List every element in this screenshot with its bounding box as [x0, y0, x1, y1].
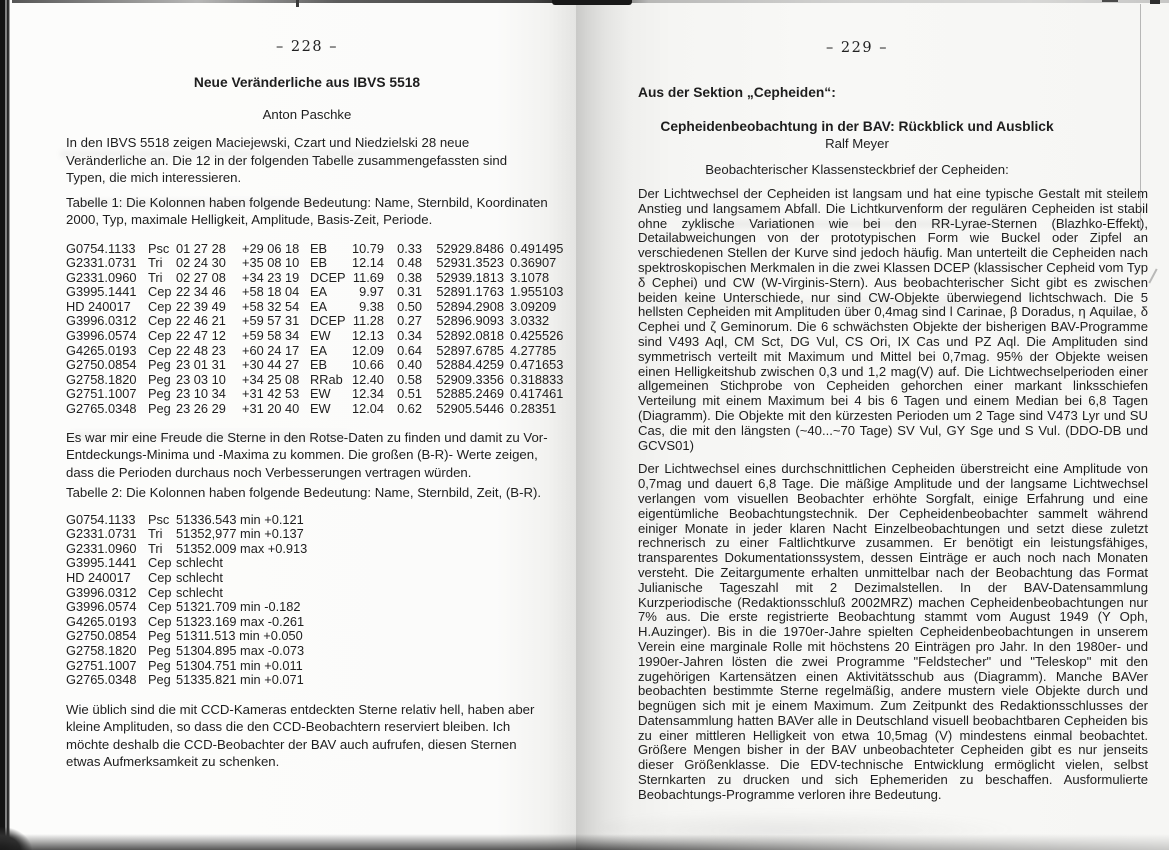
table-cell: 0.27: [397, 313, 422, 329]
binding-edge-strip: [0, 0, 10, 850]
table-cell: 0.48: [397, 255, 422, 271]
table-cell: Peg: [148, 371, 171, 387]
table-cell: EA: [310, 284, 328, 300]
table-cell: EW: [310, 328, 331, 344]
table-cell: 12.04: [351, 401, 384, 417]
table-cell: EB: [310, 357, 328, 373]
table-cell: G2751.1007: [66, 386, 137, 402]
table-cell: 0.318833: [510, 371, 564, 387]
gutter-top-shadow: [552, 0, 632, 5]
table-cell: 10.66: [351, 357, 384, 373]
table-cell: 12.14: [351, 255, 384, 271]
table-cell: 22 48 23: [176, 342, 226, 358]
table-cell: 12.34: [351, 386, 384, 402]
table-cell: 9.97: [359, 284, 384, 300]
table-row: [66, 240, 564, 257]
table-cell: Cep: [148, 328, 172, 344]
table-cell: 51321.709 min -0.182: [176, 599, 301, 615]
table1-star-list: [66, 240, 564, 417]
table-cell: 01 27 28: [176, 240, 226, 256]
scan-mark: [296, 0, 299, 7]
table-cell: 23 26 29: [176, 401, 226, 417]
table-cell: Cep: [148, 298, 172, 314]
table-cell: 51323.169 max -0.261: [176, 613, 305, 629]
table-cell: 23 01 31: [176, 357, 226, 373]
body-paragraph-2: Der Lichtwechsel eines durchschnittlichen Cepheiden überstreicht eine Amplitude von 0,7mag und dauert 6,8 Tage. Die mäßige Amplitude und der langsame Lichtwechsel verlangen vom visuellen Beobachter erhöhte Sorgfalt, einige Erfahrung und eine eigentümliche Beobachtungstechnik. Der Cepheidenbeobachter sammelt während einiger Monate in jeder klaren Nacht Einzelbeobachtungen und setzt diese zuletzt rechnerisch zu einer Faltlichtkurve zusammen. Er benötigt ein leistungsfähiges, transparentes Dokumentationssystem, dessen Einträge er auch noch nach Monaten versteht. Die Zeitargumente erhalten unmittelbar nach der Beobachtung das Format Julianische Tageszahl mit 2 Dezimalstellen. In der BAV-Datensammlung Kurzperiodische (Redaktionsschluß 2002MRZ) machen Cepheidenbeobachtungen nur 7% aus. Die erste registrierte Beobachtung stammt vom August 1949 (Y Oph, H.Auzinger). Bis in die 1970er-Jahre spielten Cepheidenbeobachtungen in unserem Verein eine marginale Rolle mit höchstens 20 Einträgen pro Jahr. In den 1980er- und 1990er-Jahren lösten die zwei Programme "Feldstecher" und "Teleskop" mit den zugehörigen Kartensätzen einen Aktivitätsschub aus (Diagramm). Manche BAVer beobachten bestimmte Sterne regelmäßig, andere mustern viele Objekte durch und begnügen sich mit je einem Maximum. Zum Zeitpunkt des Redaktionsschlusses der Datensammlung hatten BAVer alle in Deutschland visuell beobachtbaren Cepheiden bis zu einer mittleren Helligkeit von etwa 10,5mag (V) mindestens einmal beobachtet. Größere Mengen bisher in der BAV unbeobachteter Cepheiden gibt es nur jenseits dieser Größenklasse. Die EDV-technische Entwicklung ermöglicht vielen, selbst Sternkarten zu drucken und sich Ephemeriden zu beschaffen. Ausformulierte Beobachtungs-Programme verloren ihre Bedeutung.: [638, 461, 1148, 802]
table2-timing-list: [66, 513, 548, 688]
table-cell: 0.38: [397, 269, 422, 285]
table-cell: HD 240017: [66, 298, 131, 314]
table-cell: 52939.1813: [436, 269, 504, 285]
right-page: [576, 0, 1169, 850]
table-cell: G2751.1007: [66, 657, 137, 673]
table-cell: Psc: [148, 511, 170, 527]
table-cell: schlecht: [176, 555, 223, 571]
table-cell: 0.34: [397, 328, 422, 344]
table-cell: G0754.1133: [66, 511, 136, 527]
table-cell: Cep: [148, 342, 172, 358]
table-cell: G0754.1133: [66, 240, 136, 256]
table-row: [66, 644, 548, 659]
table-cell: 11.69: [352, 269, 384, 285]
table-cell: 4.27785: [510, 342, 557, 358]
table-cell: EA: [310, 342, 328, 358]
table-row: [66, 571, 548, 586]
table-cell: G3995.1441: [66, 555, 137, 571]
scan-mark: [1102, 0, 1118, 2]
table-cell: +34 23 19: [242, 269, 300, 285]
right-page-content: [638, 0, 1148, 803]
table-cell: Tri: [148, 540, 163, 556]
table-cell: G2765.0348: [66, 672, 137, 688]
table-cell: 0.51: [397, 386, 422, 402]
article-title-left: Neue Veränderliche aus IBVS 5518: [193, 75, 421, 90]
table-cell: 02 27 08: [176, 269, 226, 285]
table-cell: Tri: [148, 526, 163, 542]
right-page-heading-block: [638, 40, 1076, 178]
table-cell: +59 58 34: [242, 328, 300, 344]
table-cell: 12.40: [351, 371, 384, 387]
table-cell: Peg: [148, 401, 171, 417]
table-cell: 0.33: [397, 240, 422, 256]
table-cell: 22 46 21: [176, 313, 226, 329]
table-cell: Cep: [148, 313, 172, 329]
subtitle-right: Beobachterischer Klassensteckbrief der Cepheiden:: [705, 162, 1009, 177]
left-page: [10, 0, 576, 850]
table-cell: 12.09: [351, 342, 384, 358]
table-cell: 0.491495: [510, 240, 564, 256]
table-cell: +31 20 40: [242, 401, 300, 417]
table-cell: G2765.0348: [66, 401, 137, 417]
table-cell: 52896.9093: [436, 313, 504, 329]
table-cell: RRab: [310, 371, 343, 387]
table-cell: 3.1078: [510, 269, 550, 285]
table-cell: 52909.3356: [436, 371, 504, 387]
page-number-right: – 229 –: [826, 40, 888, 56]
table-cell: 0.64: [397, 342, 422, 358]
table-cell: G2750.0854: [66, 357, 137, 373]
left-page-content: [66, 0, 564, 771]
table-cell: G4265.0193: [66, 613, 137, 629]
table-cell: G4265.0193: [66, 342, 137, 358]
outro-paragraph: Wie üblich sind die mit CCD-Kameras entdeckten Sterne relativ hell, haben aber kleine Amplituden, so dass die den CCD-Beobachtern reserviert bleiben. Ich möchte deshalb die CCD-Beobachter der BAV auch aufrufen, diesen Sternen etwas Aufmerksamkeit zu schenken.: [66, 701, 535, 770]
table-cell: +34 25 08: [242, 371, 300, 387]
table-cell: 52905.5446: [436, 401, 504, 417]
table-cell: EW: [310, 386, 331, 402]
table-cell: DCEP: [310, 313, 346, 329]
table-cell: G2331.0731: [66, 255, 137, 271]
table-row: [66, 586, 548, 601]
table-cell: 0.28351: [510, 401, 557, 417]
table-cell: 52884.4259: [436, 357, 504, 373]
table-cell: Cep: [148, 599, 172, 615]
table-row: [66, 542, 548, 557]
table-cell: 0.36907: [510, 255, 557, 271]
table-row: [66, 659, 548, 674]
table-cell: 0.425526: [510, 328, 564, 344]
table-row: [66, 629, 548, 644]
table-row: [66, 386, 564, 402]
table-cell: 10.79: [351, 240, 384, 256]
table-cell: 51335.821 min +0.071: [176, 672, 304, 688]
table-cell: Peg: [148, 642, 171, 658]
table-cell: G3996.0312: [66, 584, 137, 600]
intro-paragraph: In den IBVS 5518 zeigen Maciejewski, Czart und Niedzielski 28 neue Veränderliche an. Die 12 in der folgenden Tabelle zusammengefassten sind Typen, die mich interessieren.: [66, 135, 508, 185]
table-cell: 22 34 46: [176, 284, 226, 300]
table-cell: Cep: [148, 570, 172, 585]
table-cell: +60 24 17: [242, 342, 300, 358]
scan-mark: [1150, 0, 1160, 4]
table-cell: Psc: [148, 240, 170, 256]
table-cell: Cep: [148, 555, 172, 571]
table-cell: Cep: [148, 584, 172, 600]
table-row: [66, 271, 548, 286]
table-cell: +58 32 54: [242, 298, 300, 314]
table-cell: 0.471653: [510, 357, 564, 373]
table-row: [66, 298, 557, 315]
table-cell: 3.0332: [510, 313, 550, 329]
table-cell: 02 24 30: [176, 255, 226, 271]
table-cell: 51352.009 max +0.913: [176, 540, 308, 556]
table-cell: 52929.8486: [436, 240, 504, 256]
table-row: [66, 615, 548, 630]
table-cell: EA: [310, 298, 328, 314]
table-cell: G3996.0574: [66, 328, 137, 344]
table-cell: 51304.751 min +0.011: [176, 657, 303, 673]
table-row: [66, 600, 548, 615]
table-row: [66, 371, 564, 388]
table-cell: 0.40: [397, 357, 422, 373]
table-cell: 0.58: [397, 371, 422, 387]
table-row: [66, 513, 548, 528]
author-left: Anton Paschke: [262, 107, 352, 122]
table-cell: G3996.0312: [66, 313, 137, 329]
table-cell: Cep: [148, 284, 172, 300]
table-row: [66, 673, 548, 688]
table-cell: +59 57 31: [242, 313, 300, 329]
table-cell: 22 47 12: [176, 328, 226, 344]
table-cell: G2758.1820: [66, 642, 137, 658]
table-cell: EW: [310, 401, 331, 417]
table-cell: 52894.2908: [436, 298, 504, 314]
table-row: [66, 401, 557, 417]
article-title-right: Cepheidenbeobachtung in der BAV: Rückblick und Ausblick: [660, 119, 1054, 134]
table-cell: 23 10 34: [176, 386, 226, 402]
table2-caption: Tabelle 2: Die Kolonnen haben folgende Bedeutung: Name, Sternbild, Zeit, (B-R).: [66, 485, 542, 501]
table-row: [66, 314, 548, 329]
table-cell: Peg: [148, 657, 171, 673]
page-edge-line: [1140, 4, 1141, 230]
table-cell: 9.38: [359, 298, 384, 314]
table-cell: schlecht: [176, 570, 223, 585]
table-cell: 52891.1763: [436, 284, 504, 300]
section-heading: Aus der Sektion „Cepheiden“:: [638, 85, 836, 100]
table-cell: DCEP: [310, 269, 346, 285]
table-cell: 11.28: [352, 313, 384, 329]
table-cell: Peg: [148, 672, 171, 688]
table-cell: G2750.0854: [66, 628, 137, 644]
table-cell: G2331.0960: [66, 540, 137, 556]
table-cell: 12.13: [351, 328, 384, 344]
table-row: [66, 556, 548, 571]
table-cell: Peg: [148, 628, 171, 644]
table-cell: 52885.2469: [436, 386, 504, 402]
table-cell: 52931.3523: [436, 255, 504, 271]
table-row: [66, 342, 557, 359]
table-cell: EB: [310, 240, 328, 256]
table-cell: G2758.1820: [66, 371, 137, 387]
table-cell: 3.09209: [510, 298, 557, 314]
table1-caption: Tabelle 1: Die Kolonnen haben folgende Bedeutung: Name, Sternbild, Koordinaten 2000, Typ, maximale Helligkeit, Amplitude, Basis-Zeit, Periode.: [66, 194, 548, 227]
table-row: [66, 284, 564, 300]
author-right: Ralf Meyer: [825, 136, 889, 151]
table-cell: 51336.543 min +0.121: [176, 511, 304, 527]
table-cell: +35 08 10: [242, 255, 300, 271]
table-cell: EB: [310, 255, 328, 271]
table-cell: 1.955103: [510, 284, 564, 300]
table-row: [66, 527, 548, 542]
table-cell: Cep: [148, 613, 172, 629]
table-cell: schlecht: [176, 584, 223, 600]
body-paragraph-1: Der Lichtwechsel der Cepheiden ist langsam und hat eine typische Gestalt mit steilem Anstieg und langsamem Abfall. Die Lichtkurvenform der regulären Cepheiden ist stabil ohne zyklische Variationen wie bei den RR-Lyrae-Sternen (Blazhko-Effekt), Detailabweichungen von der prototypischen Form wie Buckel oder Zipfel an verschiedenen Stellen der Kurve sind jedoch häufig. Man unterteilt die Cepheiden nach spektroskopischen Merkmalen in die zwei Klassen DCEP (klassischer Cepheid vom Typ δ Cephei) und CW (W-Virginis-Stern). Aus beobachterischer Sicht gibt es zwischen beiden keine Unterschiede, nur sind CW-Objekte überwiegend lichtschwach. Die 5 hellsten Cepheiden mit Amplituden über 0,4mag sind l Carinae, β Doradus, η Aquilae, δ Cephei und ζ Geminorum. Die 6 schwächsten Objekte der bisherigen BAV-Programme sind V493 Aql, CM Sct, DG Vul, CS Ori, IX Cas und PZ Aql. Die Amplituden sind symmetrisch verteilt mit Maximum und Mittel bei 0,7mag. 95% der Objekte weisen einen Helligkeitshub zwischen 0,3 und 1,2 mag(V) auf. Die Lichtwechselperioden einer allgemeinen Stichprobe von Cepheiden gehorchen einer markant linksschiefen Verteilung mit einem Maximum bei 4 bis 6 Tagen und einem Median bei 6,8 Tagen (Diagramm). Die Objekte mit den kürzesten Perioden um 2 Tage sind V473 Lyr und SU Cas, die mit den längsten (~40...~70 Tage) SV Vul, GY Sge und S Vul. (DDO-DB und GCVS01): [638, 186, 1148, 453]
table-row: [66, 357, 564, 373]
table-cell: G3996.0574: [66, 599, 137, 615]
table-cell: 0.417461: [510, 386, 564, 402]
table-cell: Tri: [148, 269, 163, 285]
table-cell: G2331.0960: [66, 269, 137, 285]
table-cell: HD 240017: [66, 570, 131, 585]
table-cell: 51352,977 min +0.137: [176, 526, 304, 542]
table-cell: 0.62: [397, 401, 422, 417]
table-cell: 52892.0818: [436, 328, 504, 344]
table-cell: 0.31: [397, 284, 422, 300]
table-cell: Peg: [148, 386, 171, 402]
table-cell: Peg: [148, 357, 171, 373]
bottom-edge-fade: [575, 834, 1169, 850]
table-cell: +29 06 18: [242, 240, 300, 256]
table-cell: +58 18 04: [242, 284, 300, 300]
table-row: [66, 255, 557, 271]
table-cell: G2331.0731: [66, 526, 137, 542]
table-cell: Tri: [148, 255, 163, 271]
table-cell: 51311.513 min +0.050: [176, 628, 303, 644]
table-cell: 0.50: [397, 298, 422, 314]
table-cell: +30 44 27: [242, 357, 300, 373]
table-cell: G3995.1441: [66, 284, 137, 300]
table-cell: 23 03 10: [176, 371, 226, 387]
table-cell: 22 39 49: [176, 298, 226, 314]
table-cell: 51304.895 max -0.073: [176, 642, 305, 658]
table-row: [66, 328, 564, 344]
between-note: Es war mir eine Freude die Sterne in den Rotse-Daten zu finden und damit zu Vor-Entdeckungs-Minima und -Maxima zu kommen. Die großen (B-R)- Werte zeigen, dass die Perioden durchaus noch Verbesserungen vertragen würden.: [66, 429, 548, 480]
table-cell: 52897.6785: [436, 342, 504, 358]
page-number-left: – 228 –: [276, 39, 338, 55]
table-cell: +31 42 53: [242, 386, 300, 402]
